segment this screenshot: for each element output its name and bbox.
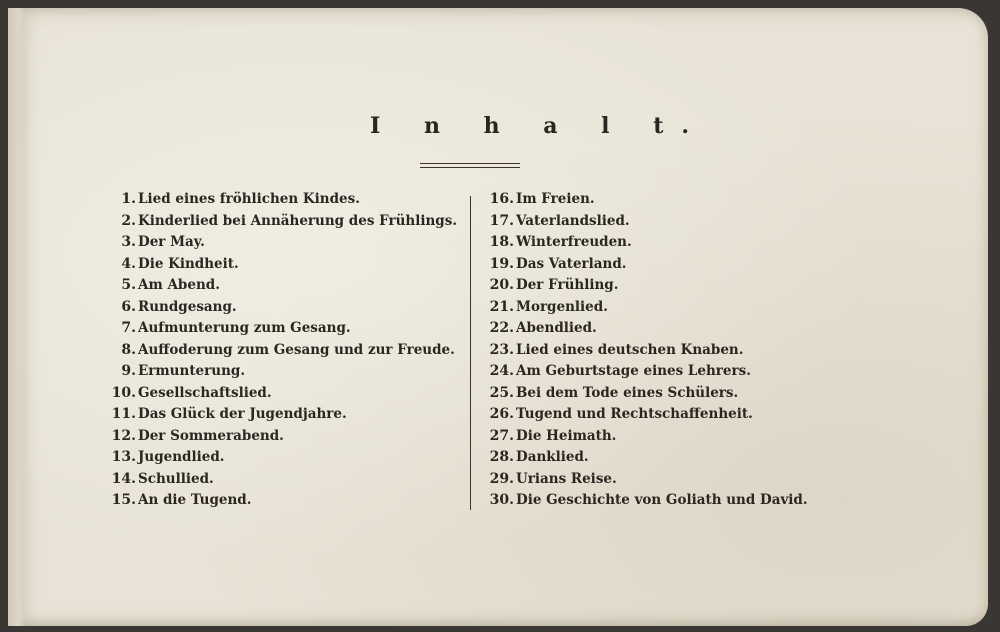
entry-number: 14.: [111, 470, 136, 487]
entry-title: Danklied.: [516, 449, 589, 465]
entry-title: Lied eines deutschen Knaben.: [516, 341, 744, 358]
contents-entry: [478, 213, 838, 235]
contents-entry: [100, 406, 465, 428]
entry-number: 13.: [111, 449, 136, 465]
entry-title: Winterfreuden.: [516, 234, 632, 250]
entry-number: 28.: [489, 449, 514, 465]
entry-title: Urians Reise.: [516, 470, 617, 487]
entry-title: Morgenlied.: [516, 298, 608, 315]
contents-entry: [478, 320, 838, 342]
contents-entry: [478, 471, 838, 493]
contents-entry: [100, 449, 465, 471]
entry-number: 10.: [111, 384, 136, 401]
entry-title: Der May.: [138, 234, 205, 250]
contents-entry: [478, 256, 838, 278]
title-rule-top: [420, 163, 520, 164]
entry-title: Kinderlied bei Annäherung des Frühlings.: [138, 212, 458, 229]
entry-number: 29.: [489, 470, 514, 487]
entry-number: 4.: [121, 255, 136, 272]
contents-entry: [100, 471, 465, 493]
contents-entry: [100, 320, 465, 342]
entry-title: Tugend und Rechtschaffenheit.: [516, 406, 753, 422]
entry-number: 8.: [121, 341, 136, 358]
contents-entry: [478, 428, 838, 450]
entry-title: Das Vaterland.: [516, 255, 627, 272]
contents-entry: [100, 299, 465, 321]
entry-number: 16.: [489, 191, 514, 207]
entry-title: Jugendlied.: [138, 449, 225, 465]
entry-number: 1.: [121, 191, 136, 207]
entry-number: 3.: [121, 234, 136, 250]
entry-number: 21.: [489, 298, 514, 315]
entry-title: Die Kindheit.: [138, 255, 239, 272]
contents-entry: [478, 277, 838, 299]
contents-entry: [100, 256, 465, 278]
entry-title: Schullied.: [138, 470, 214, 487]
entry-number: 19.: [489, 255, 514, 272]
entry-title: Am Abend.: [138, 277, 220, 293]
contents-entry: [478, 363, 838, 385]
entry-number: 5.: [121, 277, 136, 293]
page-gutter: [8, 8, 26, 626]
entry-title: An die Tugend.: [138, 492, 252, 508]
entry-number: 24.: [489, 363, 514, 379]
contents-entry: [100, 342, 465, 364]
entry-title: Aufmunterung zum Gesang.: [138, 320, 351, 336]
entry-title: Bei dem Tode eines Schülers.: [516, 384, 739, 401]
page-title: I n h a l t.: [370, 113, 708, 139]
entry-number: 11.: [111, 406, 136, 422]
entry-title: Abendlied.: [516, 320, 597, 336]
contents-column-left: [100, 191, 465, 514]
entry-title: Im Freien.: [516, 191, 595, 207]
entry-number: 2.: [121, 212, 136, 229]
entry-title: Auffoderung zum Gesang und zur Freude.: [138, 341, 455, 358]
contents-entry: [478, 191, 838, 213]
entry-title: Rundgesang.: [138, 298, 237, 315]
entry-number: 27.: [489, 427, 514, 444]
contents-entry: [478, 449, 838, 471]
contents-entry: [478, 234, 838, 256]
entry-number: 20.: [489, 277, 514, 293]
contents-entry: [100, 277, 465, 299]
entry-title: Am Geburtstage eines Lehrers.: [516, 363, 751, 379]
title-rule-bottom: [420, 167, 520, 168]
contents-entry: [478, 385, 838, 407]
entry-number: 15.: [111, 492, 136, 508]
contents-entry: [478, 299, 838, 321]
entry-number: 6.: [121, 298, 136, 315]
entry-title: Gesellschaftslied.: [138, 384, 272, 401]
contents-entry: [478, 492, 838, 514]
entry-number: 30.: [489, 492, 514, 508]
entry-title: Der Frühling.: [516, 277, 619, 293]
entry-number: 22.: [489, 320, 514, 336]
entry-number: 12.: [111, 427, 136, 444]
entry-number: 26.: [489, 406, 514, 422]
contents-entry: [100, 385, 465, 407]
entry-title: Der Sommerabend.: [138, 427, 284, 444]
entry-title: Die Geschichte von Goliath und David.: [516, 492, 808, 508]
entry-number: 7.: [121, 320, 136, 336]
entry-title: Vaterlandslied.: [516, 212, 630, 229]
entry-number: 17.: [489, 212, 514, 229]
entry-title: Die Heimath.: [516, 427, 617, 444]
contents-entry: [100, 191, 465, 213]
entry-title: Lied eines fröhlichen Kindes.: [138, 191, 360, 207]
contents-entry: [100, 213, 465, 235]
entry-number: 9.: [121, 363, 136, 379]
entry-number: 18.: [489, 234, 514, 250]
contents-entry: [100, 492, 465, 514]
contents-entry: [100, 363, 465, 385]
contents-entry: [100, 428, 465, 450]
entry-title: Das Glück der Jugendjahre.: [138, 406, 347, 422]
contents-entry: [478, 406, 838, 428]
contents-column-right: [478, 191, 838, 514]
entry-title: Ermunterung.: [138, 363, 246, 379]
contents-entry: [478, 342, 838, 364]
column-divider: [470, 196, 471, 510]
contents-entry: [100, 234, 465, 256]
entry-number: 25.: [489, 384, 514, 401]
entry-number: 23.: [489, 341, 514, 358]
